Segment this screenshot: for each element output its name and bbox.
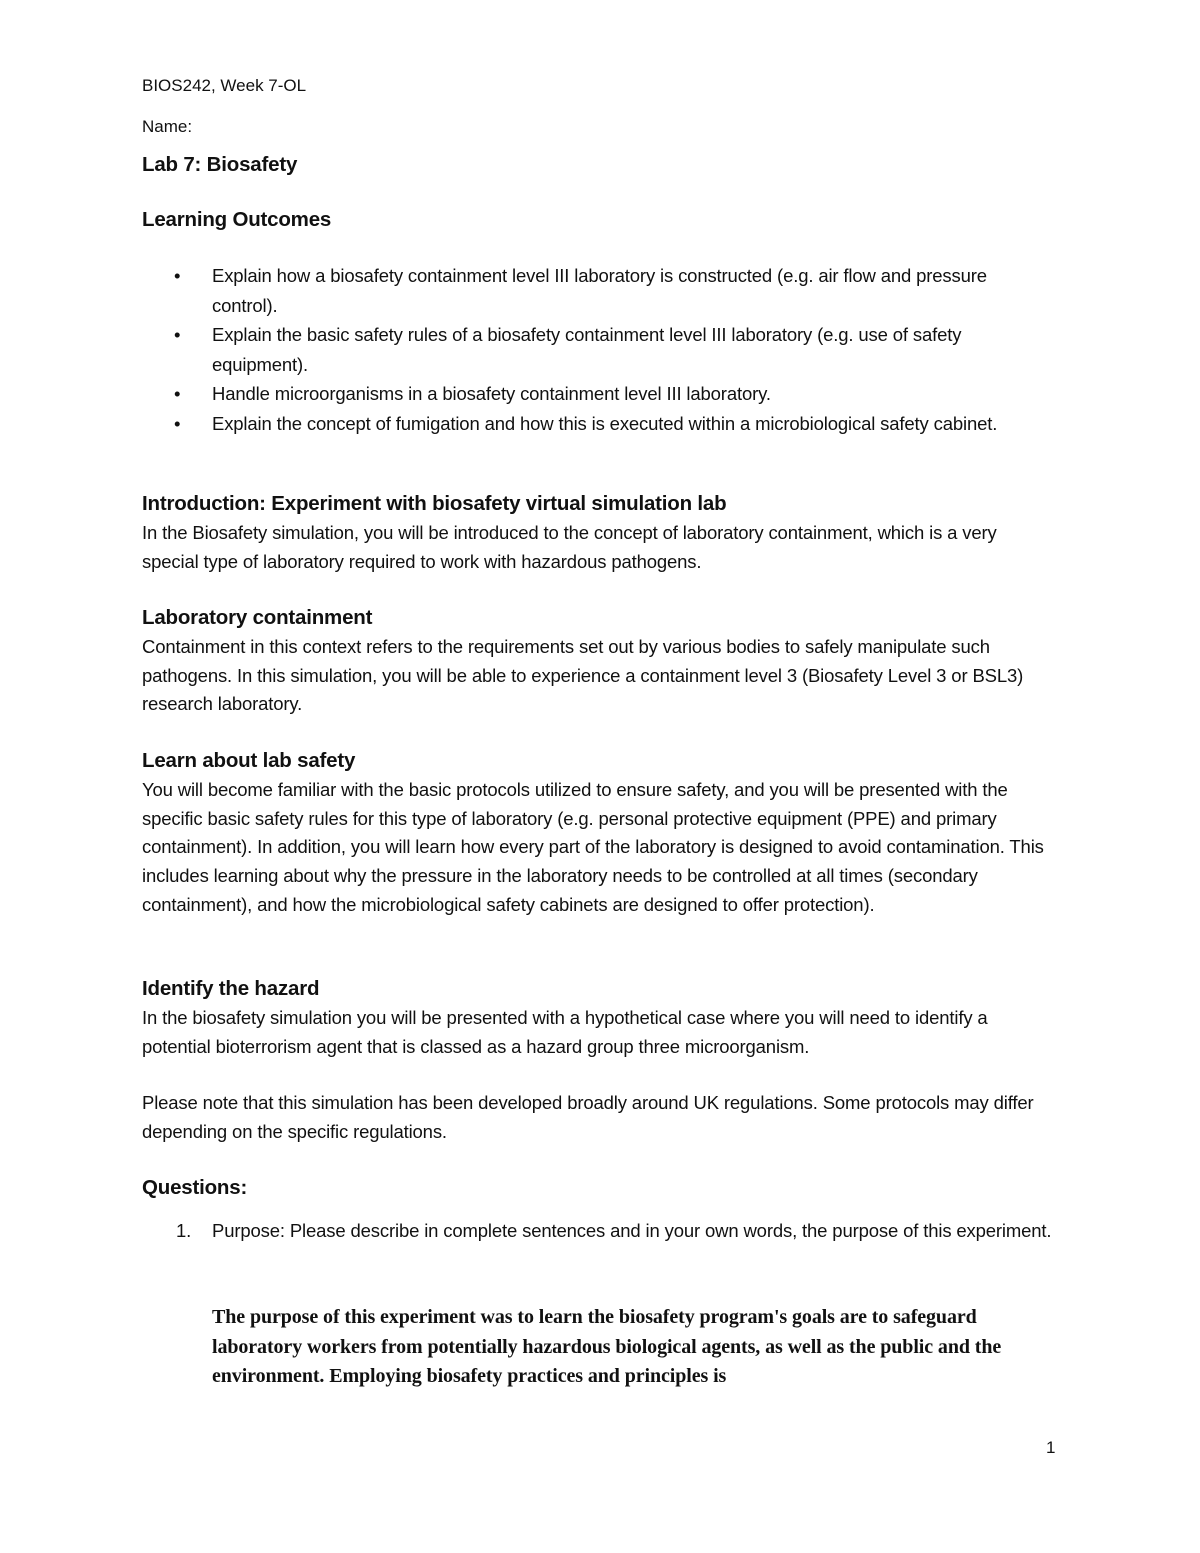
answer-text: The purpose of this experiment was to learn the biosafety program's goals are to safeguard laboratory workers from potentially hazardous biological agents, as well as the public and the environment. Employing biosafety practices and principles is bbox=[212, 1306, 1002, 1387]
bullet-icon: • bbox=[174, 412, 181, 434]
name-label: Name: bbox=[142, 117, 193, 136]
list-item bbox=[142, 320, 1057, 379]
lab-containment-text: Containment in this context refers to the requirements set out by various bodies to safely manipulate such pathogens. In this simulation, you will be able to experience a containment level 3 (Biosafety Level 3 or BSL3) research laboratory. bbox=[142, 636, 1024, 715]
question-item bbox=[142, 1215, 1057, 1252]
bullet-icon: • bbox=[174, 324, 181, 345]
list-item bbox=[142, 379, 1057, 409]
question-text: Purpose: Please describe in complete sentences and in your own words, the purpose of this experiment. bbox=[212, 1220, 1052, 1241]
questions-heading: Questions: bbox=[142, 1176, 248, 1199]
page-title: Lab 7: Biosafety bbox=[142, 153, 298, 176]
learning-outcomes-heading: Learning Outcomes bbox=[142, 208, 332, 231]
learning-outcome-text: Explain the concept of fumigation and how this is executed within a microbiological safety cabinet. bbox=[212, 412, 998, 434]
bullet-icon: • bbox=[174, 265, 181, 286]
hazard-heading: Identify the hazard bbox=[142, 977, 320, 1000]
course-week-header: BIOS242, Week 7-OL bbox=[142, 76, 307, 95]
learning-outcome-text: Handle microorganisms in a biosafety containment level III laboratory. bbox=[212, 383, 771, 404]
lab-safety-text: You will become familiar with the basic protocols utilized to ensure safety, and you will be presented with the specific basic safety rules for this type of laboratory (e.g. personal protective equipment (PPE) and primary containment). In addition, you will learn how every part of the laboratory is designed to avoid contamination. This includes learning about why the pressure in the laboratory needs to be controlled at all times (secondary containment), and how the microbiological safety cabinets are designed to offer protection). bbox=[142, 779, 1044, 915]
introduction-heading: Introduction: Experiment with biosafety virtual simulation lab bbox=[142, 492, 727, 515]
learning-outcomes-list bbox=[142, 261, 1057, 438]
page-number: 1 bbox=[1046, 1438, 1056, 1457]
list-item bbox=[142, 409, 1057, 439]
list-item bbox=[142, 261, 1057, 320]
learning-outcome-text: Explain how a biosafety containment level III laboratory is constructed (e.g. air flow and pressure control). bbox=[212, 265, 987, 316]
hazard-text: In the biosafety simulation you will be presented with a hypothetical case where you will need to identify a potential bioterrorism agent that is classed as a hazard group three microorganism. bbox=[142, 1007, 988, 1057]
hazard-note: Please note that this simulation has been developed broadly around UK regulations. Some protocols may differ depending on the specific regulations. bbox=[142, 1092, 1034, 1142]
learning-outcome-text: Explain the basic safety rules of a biosafety containment level III laboratory (e.g. use of safety equipment). bbox=[212, 324, 962, 375]
bullet-icon: • bbox=[174, 383, 181, 404]
question-number: 1. bbox=[176, 1220, 192, 1241]
lab-safety-heading: Learn about lab safety bbox=[142, 749, 356, 772]
lab-containment-heading: Laboratory containment bbox=[142, 606, 373, 629]
introduction-text: In the Biosafety simulation, you will be introduced to the concept of laboratory containment, which is a very special type of laboratory required to work with hazardous pathogens. bbox=[142, 522, 997, 572]
